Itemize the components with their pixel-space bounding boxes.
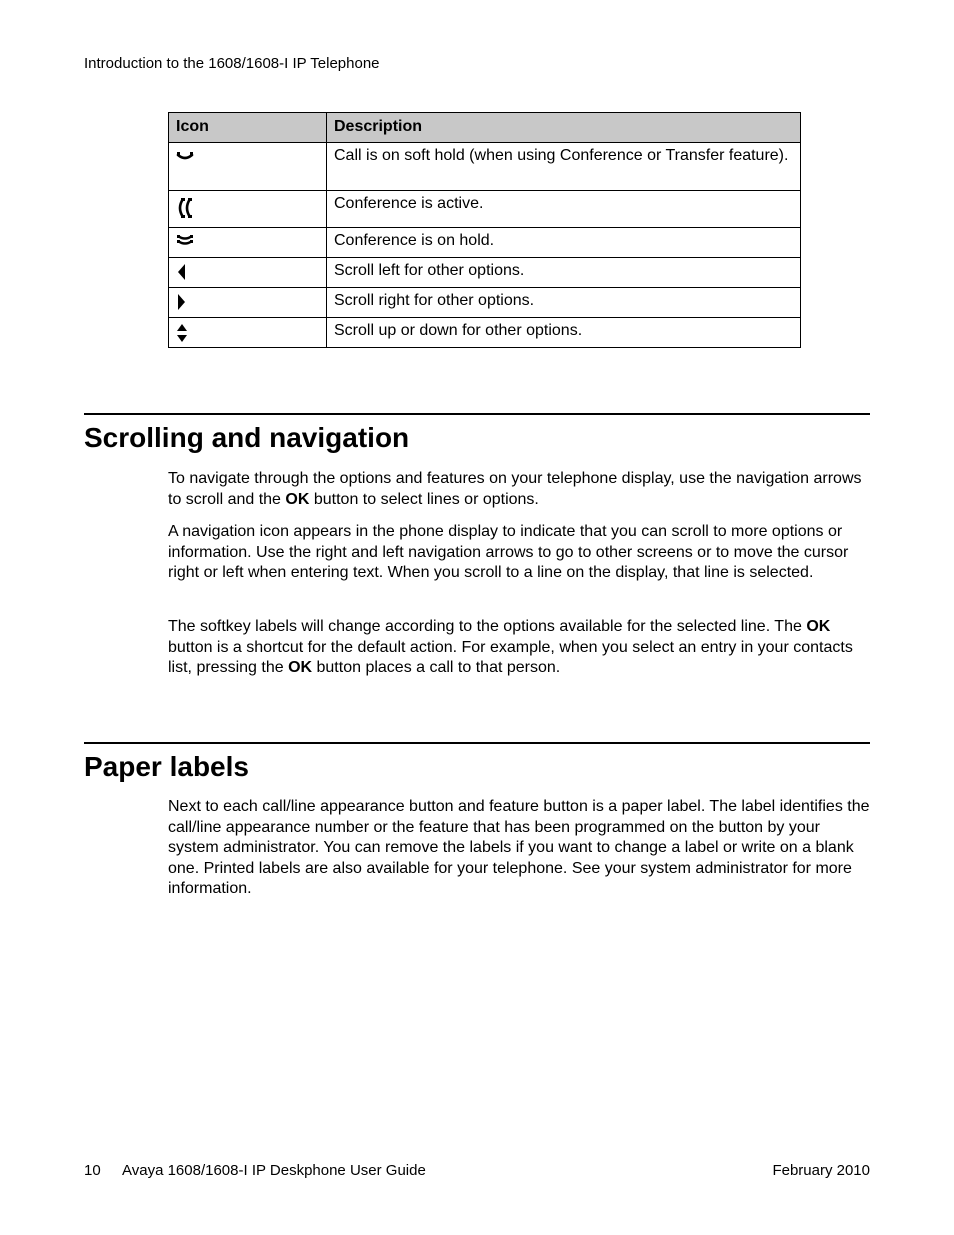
- conference-hold-icon: [176, 234, 194, 248]
- icon-cell: [169, 258, 327, 288]
- text-run: button is a shortcut for the default action. For example, when you select an entry in your contacts list, pressing the: [168, 638, 853, 677]
- table-row: [169, 228, 801, 258]
- section-title-scrolling: Scrolling and navigation: [84, 422, 410, 453]
- section-title-paper-labels: Paper labels: [84, 751, 249, 782]
- scrolling-paragraph-2: A navigation icon appears in the phone display to indicate that you can scroll to more options or information. Use the right and left navigation arrows to go to other screens or to move the cursor right or left when entering text. When you scroll to a line on the display, that line is selected.: [168, 523, 849, 582]
- description-cell: Scroll up or down for other options.: [327, 318, 801, 348]
- running-header: Introduction to the 1608/1608-I IP Telephone: [84, 55, 380, 72]
- icon-cell: [169, 228, 327, 258]
- column-header-icon: Icon: [169, 113, 327, 143]
- soft-hold-icon: [176, 149, 194, 163]
- text-run: The softkey labels will change according to the options available for the selected line. The: [168, 618, 807, 635]
- document-title: Avaya 1608/1608-I IP Deskphone User Guide: [122, 1162, 426, 1179]
- icon-cell: [169, 288, 327, 318]
- section-divider: [84, 742, 870, 744]
- section-divider: [84, 413, 870, 415]
- icon-cell: [169, 191, 327, 228]
- table-row: [169, 288, 801, 318]
- conference-active-icon: [176, 197, 194, 219]
- table-row: [169, 143, 801, 191]
- footer-date: February 2010: [772, 1162, 870, 1179]
- text-run: button to select lines or options.: [309, 490, 539, 508]
- table-row: [169, 258, 801, 288]
- scroll-up-down-icon: [176, 324, 188, 342]
- scroll-left-icon: [176, 264, 188, 280]
- text-run: To navigate through the options and features on your telephone display, use the navigation arrows to scroll and the: [168, 470, 862, 508]
- paper-labels-paragraph: Next to each call/line appearance button and feature button is a paper label. The label identifies the call/line appearance number or the feature that has been programmed on the button by your system administrator. You can remove the labels if you want to change a label or write on a blank one. Printed labels are also available for your telephone. See your system administrator for more information.: [168, 798, 870, 898]
- description-cell: Scroll right for other options.: [327, 288, 801, 318]
- scrolling-paragraph-1: [168, 469, 872, 510]
- ok-emphasis: OK: [806, 618, 831, 635]
- icon-table: [168, 112, 801, 348]
- footer-left: [84, 1162, 426, 1179]
- description-cell: Scroll left for other options.: [327, 258, 801, 288]
- scrolling-paragraph-3: [168, 617, 872, 679]
- table-row: [169, 191, 801, 228]
- description-cell: Conference is active.: [327, 191, 801, 228]
- description-cell: Call is on soft hold (when using Conference or Transfer feature).: [327, 143, 801, 191]
- ok-emphasis: OK: [288, 659, 313, 677]
- ok-emphasis: OK: [285, 490, 310, 508]
- column-header-description: Description: [327, 113, 801, 143]
- icon-cell: [169, 318, 327, 348]
- page-number: 10: [84, 1162, 101, 1179]
- scroll-right-icon: [176, 294, 188, 310]
- text-run: button places a call to that person.: [312, 659, 561, 677]
- icon-cell: [169, 143, 327, 191]
- description-cell: Conference is on hold.: [327, 228, 801, 258]
- table-header-row: [169, 113, 801, 143]
- table-row: [169, 318, 801, 348]
